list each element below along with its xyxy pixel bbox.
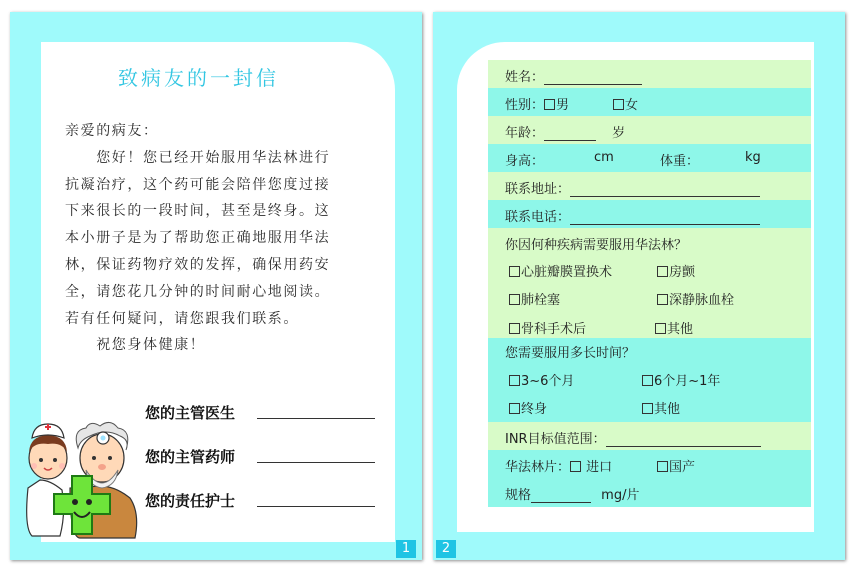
spec-unit: mg/片 [601,488,640,503]
duration-option-checkbox[interactable] [509,375,520,386]
female-checkbox[interactable] [613,99,624,110]
phone-label: 联系电话： [505,210,571,225]
letter-line: 本小册子是为了帮助您正确地服用华法 [65,230,331,247]
name-field[interactable] [544,72,642,85]
doctor-blank[interactable] [257,418,375,419]
duration-question: 您需要服用多长时间？ [505,346,636,361]
height-unit: cm [594,150,614,165]
phone-field[interactable] [570,212,760,225]
duration-section [488,338,811,422]
female-label: 女 [625,98,639,113]
age-label: 年龄： [505,126,545,141]
weight-unit: kg [745,150,761,165]
letter-body [65,118,377,359]
gender-label: 性别： [505,98,545,113]
height-label: 身高： [505,154,545,169]
doctor-signature [145,402,235,423]
imported-label: 进口 [586,460,613,475]
domestic-label: 国产 [669,460,696,475]
duration-option-label: 其他 [654,402,681,417]
duration-option-checkbox[interactable] [642,375,653,386]
nurse-signature [145,490,235,511]
disease-option-label: 骨科手术后 [521,322,587,337]
letter-line: 若有任何疑问，请您跟我们联系。 [65,310,299,327]
age-unit: 岁 [612,126,626,141]
patient-info-form [488,60,811,507]
pharmacist-label: 您的主管药师 [145,448,236,466]
doctor-label: 您的主管医生 [145,404,236,422]
letter-line: 您好！您已经开始服用华法林进行 [65,149,331,166]
name-row [488,60,811,88]
disease-option-checkbox[interactable] [509,294,520,305]
disease-option-checkbox[interactable] [657,266,668,277]
name-label: 姓名： [505,70,545,85]
disease-option-checkbox[interactable] [657,294,668,305]
address-label: 联系地址： [505,182,571,197]
letter-title: 致病友的一封信 [118,66,279,90]
spec-label: 规格 [505,488,532,503]
duration-option-label: 3~6个月 [521,374,575,389]
age-field[interactable] [544,128,596,141]
letter-line: 抗凝治疗，这个药可能会陪伴您度过接 [65,176,331,193]
disease-option-label: 房颤 [669,265,696,280]
disease-option-label: 肺栓塞 [521,293,561,308]
tablet-section [488,450,811,507]
tablet-label: 华法林片： [505,460,571,475]
male-checkbox[interactable] [544,99,555,110]
disease-option-checkbox[interactable] [509,266,520,277]
phone-row [488,200,811,228]
letter-line: 亲爱的病友： [65,123,159,139]
letter-line: 下来很长的一段时间，甚至是终身。这 [65,203,331,220]
disease-section [488,228,811,338]
nurse-illustration [27,424,67,536]
inr-row [488,422,811,450]
disease-option-checkbox[interactable] [509,323,520,334]
age-row [488,116,811,144]
nurse-blank[interactable] [257,506,375,507]
duration-option-checkbox[interactable] [509,403,520,414]
disease-option-label: 其他 [667,322,694,337]
pharmacist-signature [145,446,235,467]
letter-line: 全，请您花几分钟的时间耐心地阅读。 [65,283,331,300]
male-label: 男 [556,98,570,113]
gender-row [488,88,811,116]
domestic-checkbox[interactable] [657,461,668,472]
duration-option-checkbox[interactable] [642,403,653,414]
imported-checkbox[interactable] [570,461,581,472]
page-number-2: 2 [436,540,456,558]
disease-question: 你因何种疾病需要服用华法林？ [505,238,688,253]
inr-label: INR目标值范围： [505,432,606,447]
disease-option-label: 心脏瓣膜置换术 [521,265,613,280]
letter-line: 林，保证药物疗效的发挥，确保用药安 [65,256,331,273]
address-row [488,172,811,200]
height-weight-row [488,144,811,172]
duration-option-label: 6个月~1年 [654,374,721,389]
duration-option-label: 终身 [521,402,548,417]
weight-label: 体重： [660,154,700,169]
letter-line: 祝您身体健康！ [65,337,206,354]
disease-option-checkbox[interactable] [655,323,666,334]
inr-field[interactable] [606,434,761,447]
nurse-label: 您的责任护士 [145,492,236,510]
medical-staff-illustration [20,418,145,540]
spec-field[interactable] [531,490,591,503]
address-field[interactable] [570,184,760,197]
disease-option-label: 深静脉血栓 [669,293,735,308]
pharmacist-blank[interactable] [257,462,375,463]
page-number-1: 1 [396,540,416,558]
